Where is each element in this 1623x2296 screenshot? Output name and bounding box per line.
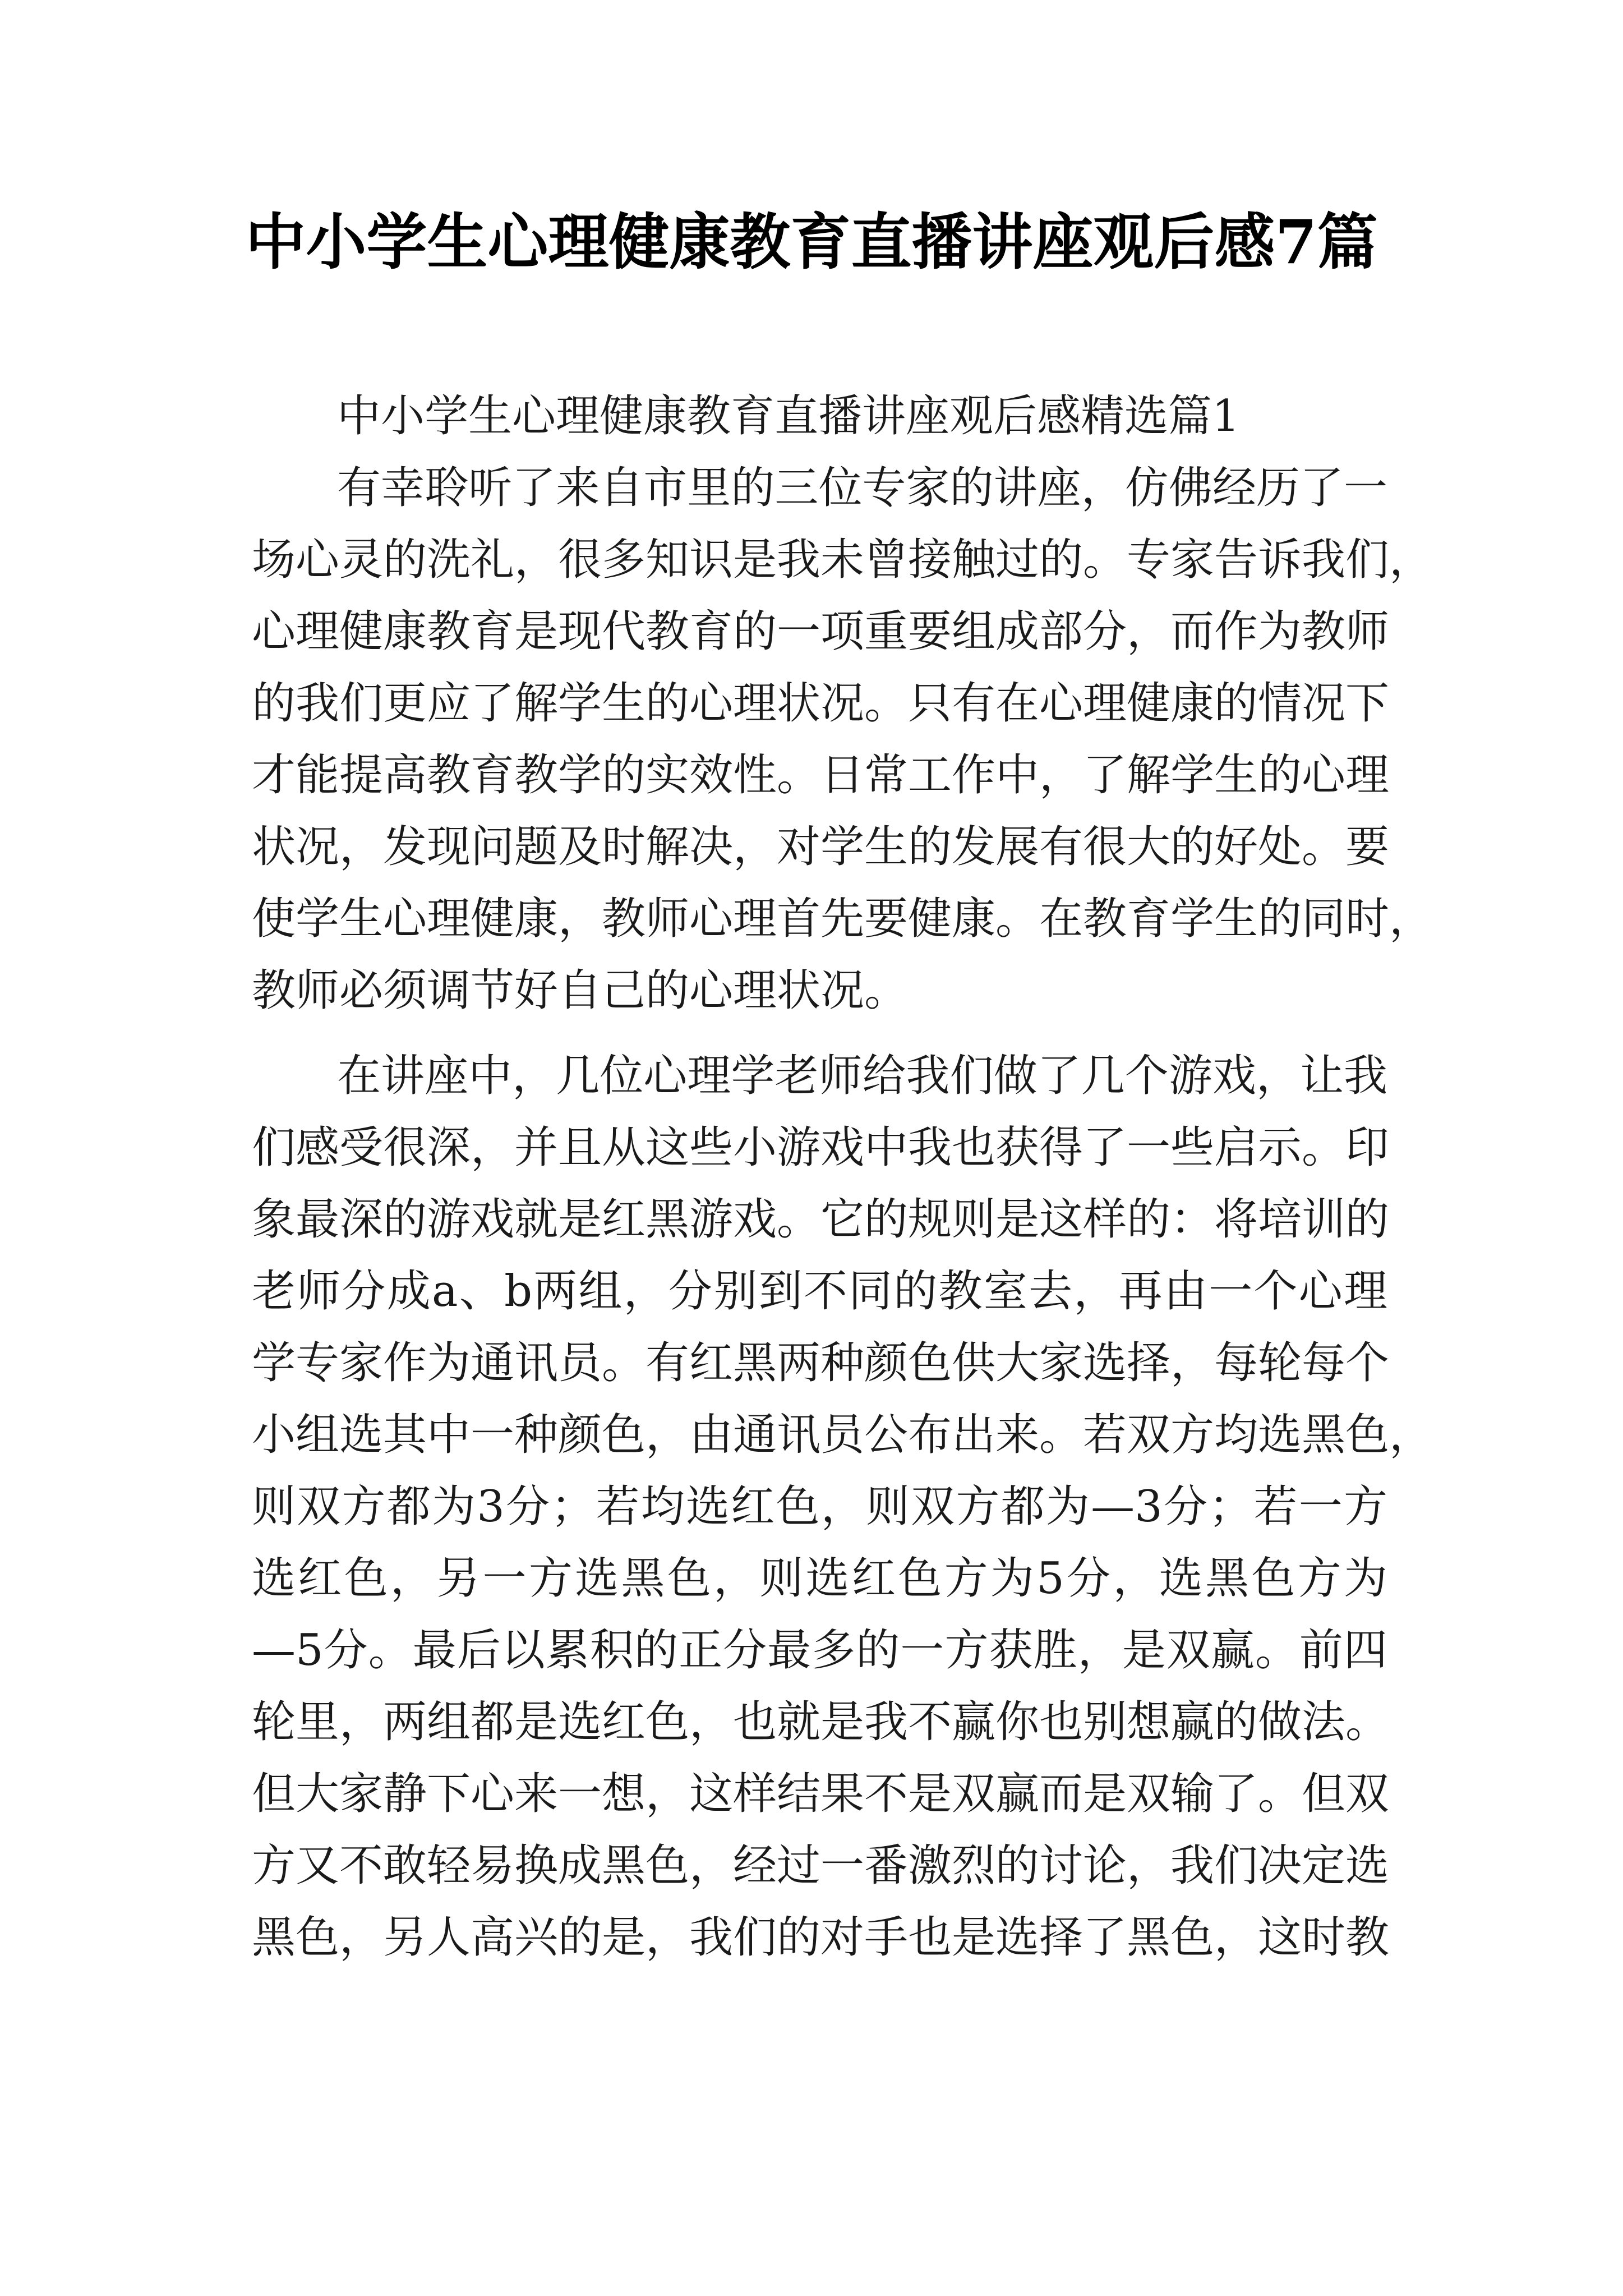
paragraph-line: 的我们更应了解学生的心理状况。只有在心理健康的情况下 — [252, 678, 1390, 729]
paragraph-line: 使学生心理健康，教师心理首先要健康。在教育学生的同时， — [252, 894, 1433, 944]
paragraph-line: 选红色，另一方选黑色，则选红色方为5分，选黑色方为 — [252, 1553, 1387, 1604]
document-body — [252, 380, 1433, 1973]
document-title: 中小学生心理健康教育直播讲座观后感7篇 — [245, 207, 1378, 278]
paragraph-line: 但大家静下心来一想，这样结果不是双赢而是双输了。但双 — [252, 1769, 1390, 1819]
section-heading: 中小学生心理健康教育直播讲座观后感精选篇1 — [337, 391, 1240, 441]
paragraph-line: 黑色，另人高兴的是，我们的对手也是选择了黑色，这时教 — [252, 1912, 1390, 1963]
paragraph-line: 小组选其中一种颜色，由通讯员公布出来。若双方均选黑色， — [252, 1410, 1433, 1460]
paragraph-line: 方又不敢轻易换成黑色，经过一番激烈的讨论，我们决定选 — [252, 1841, 1390, 1891]
paragraph-line: 在讲座中，几位心理学老师给我们做了几个游戏，让我 — [337, 1051, 1387, 1101]
paragraph-line: 们感受很深，并且从这些小游戏中我也获得了一些启示。印 — [252, 1122, 1390, 1173]
paragraph-line: 轮里，两组都是选红色，也就是我不赢你也别想赢的做法。 — [252, 1697, 1390, 1747]
paragraph-line: 教师必须调节好自己的心理状况。 — [252, 965, 909, 1016]
paragraph-line: —5分。最后以累积的正分最多的一方获胜，是双赢。前四 — [252, 1625, 1387, 1676]
paragraph-line: 状况，发现问题及时解决，对学生的发展有很大的好处。要 — [252, 822, 1390, 872]
paragraph-line: 则双方都为3分；若均选红色，则双方都为—3分；若一方 — [252, 1481, 1387, 1532]
paragraph-line: 有幸聆听了来自市里的三位专家的讲座，仿佛经历了一 — [337, 463, 1387, 513]
paragraph-line: 场心灵的洗礼，很多知识是我未曾接触过的。专家告诉我们， — [252, 535, 1433, 585]
paragraph-line: 学专家作为通讯员。有红黑两种颜色供大家选择，每轮每个 — [252, 1338, 1390, 1388]
paragraph-line: 才能提高教育教学的实效性。日常工作中，了解学生的心理 — [252, 750, 1390, 800]
paragraph-line: 老师分成a、b两组，分别到不同的教室去，再由一个心理 — [252, 1266, 1387, 1317]
paragraph-line: 心理健康教育是现代教育的一项重要组成部分，而作为教师 — [252, 606, 1390, 657]
paragraph-line: 象最深的游戏就是红黑游戏。它的规则是这样的：将培训的 — [252, 1194, 1390, 1245]
